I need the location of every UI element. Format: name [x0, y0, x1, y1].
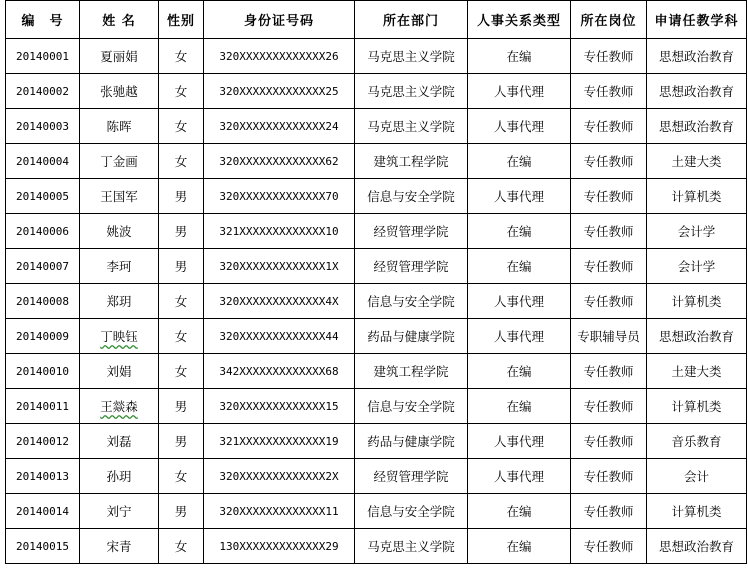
cell-subject: 思想政治教育	[647, 109, 747, 144]
cell-relation: 人事代理	[468, 459, 571, 494]
cell-post: 专任教师	[571, 459, 647, 494]
cell-idcard: 320XXXXXXXXXXXXX1X	[204, 249, 355, 284]
cell-post: 专任教师	[571, 424, 647, 459]
cell-id: 20140001	[6, 39, 80, 74]
cell-post: 专职辅导员	[571, 319, 647, 354]
header-gender: 性别	[159, 1, 204, 39]
cell-subject: 思想政治教育	[647, 529, 747, 564]
cell-post: 专任教师	[571, 39, 647, 74]
teacher-table	[5, 0, 747, 564]
cell-id: 20140002	[6, 74, 80, 109]
cell-idcard: 342XXXXXXXXXXXXX68	[204, 354, 355, 389]
cell-gender: 女	[159, 354, 204, 389]
table-row	[6, 389, 747, 424]
cell-relation: 人事代理	[468, 179, 571, 214]
cell-idcard: 321XXXXXXXXXXXXX10	[204, 214, 355, 249]
cell-gender: 女	[159, 459, 204, 494]
cell-relation: 在编	[468, 39, 571, 74]
cell-gender: 女	[159, 109, 204, 144]
cell-relation: 在编	[468, 494, 571, 529]
cell-id: 20140011	[6, 389, 80, 424]
cell-gender: 女	[159, 144, 204, 179]
cell-subject: 计算机类	[647, 179, 747, 214]
cell-post: 专任教师	[571, 284, 647, 319]
cell-name: 刘宁	[80, 494, 159, 529]
cell-name: 陈晖	[80, 109, 159, 144]
cell-dept: 信息与安全学院	[355, 494, 468, 529]
cell-idcard: 320XXXXXXXXXXXXX24	[204, 109, 355, 144]
table-row	[6, 529, 747, 564]
cell-name: 姚波	[80, 214, 159, 249]
cell-dept: 马克思主义学院	[355, 39, 468, 74]
table-row	[6, 214, 747, 249]
cell-dept: 马克思主义学院	[355, 109, 468, 144]
cell-id: 20140008	[6, 284, 80, 319]
cell-name	[80, 389, 159, 424]
cell-gender: 男	[159, 494, 204, 529]
cell-subject: 音乐教育	[647, 424, 747, 459]
cell-name	[80, 319, 159, 354]
cell-subject: 计算机类	[647, 389, 747, 424]
cell-dept: 建筑工程学院	[355, 354, 468, 389]
cell-id: 20140005	[6, 179, 80, 214]
cell-name: 宋青	[80, 529, 159, 564]
header-id: 编 号	[6, 1, 80, 39]
header-row	[6, 1, 747, 39]
cell-idcard: 320XXXXXXXXXXXXX2X	[204, 459, 355, 494]
table-row	[6, 144, 747, 179]
cell-post: 专任教师	[571, 354, 647, 389]
header-dept: 所在部门	[355, 1, 468, 39]
cell-dept: 信息与安全学院	[355, 389, 468, 424]
cell-name: 张驰越	[80, 74, 159, 109]
table-row	[6, 249, 747, 284]
cell-relation: 在编	[468, 214, 571, 249]
cell-gender: 男	[159, 249, 204, 284]
cell-relation: 在编	[468, 529, 571, 564]
cell-idcard: 320XXXXXXXXXXXXX15	[204, 389, 355, 424]
cell-dept: 建筑工程学院	[355, 144, 468, 179]
name-text: 丁映钰	[100, 329, 138, 344]
cell-dept: 信息与安全学院	[355, 179, 468, 214]
cell-idcard: 320XXXXXXXXXXXXX4X	[204, 284, 355, 319]
cell-gender: 女	[159, 284, 204, 319]
cell-subject: 土建大类	[647, 354, 747, 389]
table-row	[6, 424, 747, 459]
cell-subject: 思想政治教育	[647, 39, 747, 74]
table-row	[6, 284, 747, 319]
cell-dept: 药品与健康学院	[355, 319, 468, 354]
cell-gender: 女	[159, 74, 204, 109]
cell-idcard: 320XXXXXXXXXXXXX44	[204, 319, 355, 354]
cell-id: 20140009	[6, 319, 80, 354]
cell-post: 专任教师	[571, 179, 647, 214]
cell-gender: 女	[159, 529, 204, 564]
table-row	[6, 459, 747, 494]
cell-subject: 思想政治教育	[647, 319, 747, 354]
cell-post: 专任教师	[571, 144, 647, 179]
cell-name: 丁金画	[80, 144, 159, 179]
cell-dept: 经贸管理学院	[355, 459, 468, 494]
cell-idcard: 320XXXXXXXXXXXXX70	[204, 179, 355, 214]
cell-relation: 在编	[468, 249, 571, 284]
cell-dept: 药品与健康学院	[355, 424, 468, 459]
cell-id: 20140015	[6, 529, 80, 564]
cell-idcard: 320XXXXXXXXXXXXX11	[204, 494, 355, 529]
cell-subject: 土建大类	[647, 144, 747, 179]
cell-dept: 马克思主义学院	[355, 74, 468, 109]
table-row	[6, 39, 747, 74]
cell-name: 夏丽娟	[80, 39, 159, 74]
cell-idcard: 320XXXXXXXXXXXXX62	[204, 144, 355, 179]
cell-post: 专任教师	[571, 494, 647, 529]
cell-idcard: 130XXXXXXXXXXXXX29	[204, 529, 355, 564]
cell-subject: 会计学	[647, 249, 747, 284]
name-text: 王燚森	[100, 399, 138, 414]
header-subject: 申请任教学科	[647, 1, 747, 39]
cell-post: 专任教师	[571, 249, 647, 284]
cell-id: 20140010	[6, 354, 80, 389]
cell-subject: 会计学	[647, 214, 747, 249]
cell-name: 刘磊	[80, 424, 159, 459]
cell-relation: 人事代理	[468, 74, 571, 109]
table-row	[6, 74, 747, 109]
table-row	[6, 494, 747, 529]
cell-relation: 在编	[468, 354, 571, 389]
cell-gender: 女	[159, 319, 204, 354]
cell-name: 王国军	[80, 179, 159, 214]
cell-post: 专任教师	[571, 109, 647, 144]
cell-subject: 计算机类	[647, 284, 747, 319]
cell-idcard: 320XXXXXXXXXXXXX26	[204, 39, 355, 74]
cell-id: 20140013	[6, 459, 80, 494]
table-row	[6, 354, 747, 389]
cell-name: 李珂	[80, 249, 159, 284]
cell-subject: 计算机类	[647, 494, 747, 529]
cell-post: 专任教师	[571, 214, 647, 249]
cell-gender: 男	[159, 389, 204, 424]
table-row	[6, 179, 747, 214]
cell-relation: 在编	[468, 144, 571, 179]
cell-id: 20140003	[6, 109, 80, 144]
cell-dept: 经贸管理学院	[355, 214, 468, 249]
cell-relation: 人事代理	[468, 109, 571, 144]
cell-name: 刘娟	[80, 354, 159, 389]
header-post: 所在岗位	[571, 1, 647, 39]
table-row	[6, 319, 747, 354]
cell-gender: 男	[159, 179, 204, 214]
cell-id: 20140012	[6, 424, 80, 459]
header-name: 姓 名	[80, 1, 159, 39]
cell-post: 专任教师	[571, 389, 647, 424]
cell-relation: 在编	[468, 389, 571, 424]
cell-name: 郑玥	[80, 284, 159, 319]
cell-idcard: 321XXXXXXXXXXXXX19	[204, 424, 355, 459]
cell-post: 专任教师	[571, 74, 647, 109]
cell-subject: 思想政治教育	[647, 74, 747, 109]
cell-post: 专任教师	[571, 529, 647, 564]
cell-relation: 人事代理	[468, 284, 571, 319]
cell-dept: 信息与安全学院	[355, 284, 468, 319]
cell-dept: 马克思主义学院	[355, 529, 468, 564]
cell-id: 20140007	[6, 249, 80, 284]
header-idcard: 身份证号码	[204, 1, 355, 39]
table-row	[6, 109, 747, 144]
cell-gender: 男	[159, 424, 204, 459]
cell-id: 20140006	[6, 214, 80, 249]
cell-relation: 人事代理	[468, 319, 571, 354]
cell-subject: 会计	[647, 459, 747, 494]
cell-gender: 男	[159, 214, 204, 249]
cell-name: 孙玥	[80, 459, 159, 494]
cell-idcard: 320XXXXXXXXXXXXX25	[204, 74, 355, 109]
cell-id: 20140004	[6, 144, 80, 179]
cell-dept: 经贸管理学院	[355, 249, 468, 284]
header-relation: 人事关系类型	[468, 1, 571, 39]
cell-relation: 人事代理	[468, 424, 571, 459]
cell-gender: 女	[159, 39, 204, 74]
cell-id: 20140014	[6, 494, 80, 529]
